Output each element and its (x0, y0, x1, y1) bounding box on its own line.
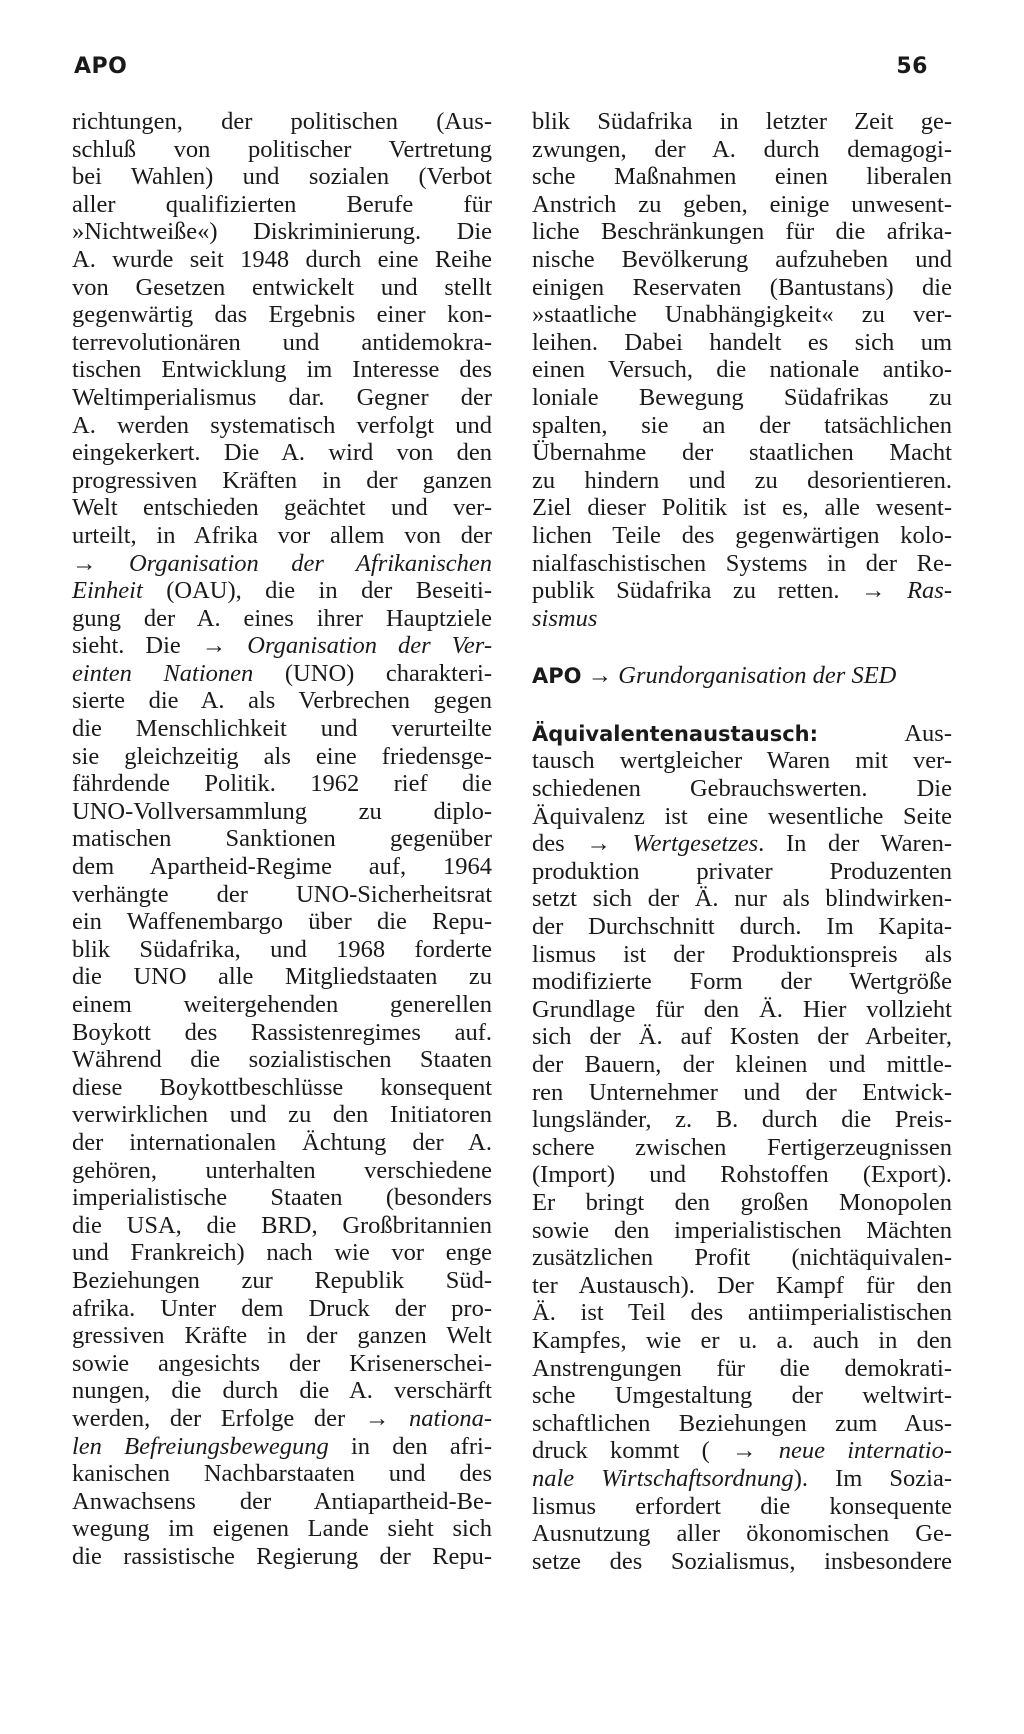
text-line (72, 218, 492, 246)
text-line (532, 1217, 952, 1245)
text-line (532, 858, 952, 886)
text-line (72, 1322, 492, 1350)
text-line (532, 996, 952, 1024)
text-segment: sich der Ä. auf Kosten der Arbeiter, (532, 1023, 952, 1051)
text-segment: schere zwischen Fertigerzeugnissen (532, 1133, 952, 1161)
text-segment: des → (532, 830, 633, 858)
text-line (72, 605, 492, 633)
text-line (72, 577, 492, 605)
text-line (532, 1382, 952, 1410)
cross-reference-link[interactable]: nationa- (408, 1404, 492, 1432)
text-segment: und Frankreich) nach wie vor enge (72, 1239, 492, 1267)
text-segment: einen Versuch, die nationale antiko- (532, 356, 952, 384)
text-line (532, 191, 952, 219)
text-segment: ein Waffenembargo über die Repu- (72, 908, 492, 936)
text-segment: verwirklichen und zu den Initiatoren (72, 1101, 492, 1129)
text-line (72, 1377, 492, 1405)
text-segment: urteilt, in Afrika vor allem von der (72, 521, 492, 549)
text-line (532, 1299, 952, 1327)
left-column (72, 108, 492, 1570)
text-segment: sche Maßnahmen einen liberalen (532, 163, 952, 191)
text-line (72, 1267, 492, 1295)
text-segment: aller qualifizierten Berufe für (72, 190, 492, 218)
text-segment: schluß von politischer Vertretung (72, 135, 492, 163)
text-segment: gressiven Kräfte in der ganzen Welt (72, 1322, 492, 1350)
text-segment: zusätzlichen Profit (nichtäquivalen- (532, 1244, 952, 1272)
text-segment: die USA, die BRD, Großbritannien (72, 1211, 492, 1239)
text-segment: Ziel dieser Politik ist es, alle wesent- (532, 494, 952, 522)
text-line (532, 775, 952, 803)
text-segment: gehören, unterhalten verschiedene (72, 1156, 492, 1184)
text-segment: schaftlichen Beziehungen zum Aus- (532, 1409, 952, 1437)
text-line (72, 1046, 492, 1074)
text-segment: schiedenen Gebrauchswerten. Die (532, 775, 952, 803)
text-line (72, 301, 492, 329)
text-segment: modifizierte Form der Wertgröße (532, 968, 952, 996)
text-segment: zu hindern und zu desorientieren. (532, 466, 952, 494)
text-line (72, 384, 492, 412)
text-segment: zwungen, der A. durch demagogi- (532, 135, 952, 163)
text-segment: nialfaschistischen Systems in der Re- (532, 549, 952, 577)
text-line (72, 439, 492, 467)
text-line (72, 881, 492, 909)
cross-reference-link[interactable]: sismus (532, 604, 598, 632)
text-line (532, 356, 952, 384)
text-segment: setzt sich der Ä. nur als blindwirken- (532, 885, 952, 913)
text-line (532, 1410, 952, 1438)
cross-reference-link[interactable]: neue internatio- (778, 1437, 952, 1465)
text-segment: sie gleichzeitig als eine friedensge- (72, 742, 492, 770)
cross-reference-link[interactable]: Einheit (72, 577, 143, 605)
text-line (72, 1433, 492, 1461)
text-line (72, 108, 492, 136)
text-segment: eingekerkert. Die A. wird von den (72, 439, 492, 467)
text-segment: afrika. Unter dem Druck der pro- (72, 1294, 492, 1322)
text-segment: blik Südafrika, und 1968 forderte (72, 935, 492, 963)
text-line (72, 191, 492, 219)
text-segment: Er bringt den großen Monopolen (532, 1188, 952, 1216)
text-line (72, 1157, 492, 1185)
text-segment: die Menschlichkeit und verurteilte (72, 715, 492, 743)
text-segment: (Import) und Rohstoffen (Export). (532, 1161, 952, 1189)
text-segment: terrevolutionären und antidemokra- (72, 328, 492, 356)
text-segment: sieht. Die → (72, 632, 248, 660)
text-line (532, 885, 952, 913)
text-line (532, 467, 952, 495)
text-segment: Beziehungen zur Republik Süd- (72, 1266, 492, 1294)
apo-reference[interactable]: Grundorganisation der SED (618, 662, 897, 690)
text-segment: tischen Entwicklung im Interesse des (72, 356, 492, 384)
text-line (72, 1129, 492, 1157)
text-segment: Anwachsens der Antiapartheid-Be- (72, 1487, 492, 1515)
text-line (532, 494, 952, 522)
text-line (72, 329, 492, 357)
cross-reference-link[interactable]: Organisation der Ver- (247, 632, 492, 660)
text-line (532, 913, 952, 941)
text-segment: Übernahme der staatlichen Macht (532, 439, 952, 467)
text-line (532, 747, 952, 775)
text-segment: . In der Waren- (758, 830, 952, 858)
text-segment: gung der A. eines ihrer Hauptziele (72, 604, 492, 632)
text-segment: sowie angesichts der Krisenerschei- (72, 1349, 492, 1377)
text-line (72, 412, 492, 440)
text-line (532, 941, 952, 969)
apo-headword: APO (532, 664, 582, 689)
text-line (532, 550, 952, 578)
text-segment: publik Südafrika zu retten. → (532, 577, 908, 605)
text-segment: wegung im eigenen Lande sieht sich (72, 1515, 492, 1543)
text-line (532, 1548, 952, 1576)
text-line (72, 163, 492, 191)
text-segment: A. werden systematisch verfolgt und (72, 411, 492, 439)
text-line (72, 1295, 492, 1323)
text-line (72, 1019, 492, 1047)
text-line (532, 246, 952, 274)
text-line (532, 412, 952, 440)
text-line (72, 743, 492, 771)
text-line (72, 356, 492, 384)
text-line (72, 1460, 492, 1488)
text-line (532, 301, 952, 329)
text-line (72, 274, 492, 302)
text-segment: → (72, 549, 129, 577)
page-number: 56 (896, 54, 928, 79)
text-line (72, 936, 492, 964)
text-segment: sowie den imperialistischen Mächten (532, 1216, 952, 1244)
aequivalent-headword: Äquivalentenaustausch: (532, 721, 818, 746)
text-segment: einigen Reservaten (Bantustans) die (532, 273, 952, 301)
text-segment: der Bauern, der kleinen und mittle- (532, 1051, 952, 1078)
text-line (72, 494, 492, 522)
text-segment: spalten, sie an der tatsächlichen (532, 411, 952, 439)
text-segment: progressiven Kräften in der ganzen (72, 466, 492, 494)
text-line (72, 1184, 492, 1212)
text-line (532, 1134, 952, 1162)
text-line (532, 522, 952, 550)
text-line (72, 963, 492, 991)
text-line (532, 1161, 952, 1189)
text-line (72, 246, 492, 274)
text-segment: (UNO) charakteri- (253, 659, 492, 687)
text-line (532, 1079, 952, 1107)
text-line (72, 1239, 492, 1267)
text-segment: UNO-Vollversammlung zu diplo- (72, 797, 492, 825)
text-line (72, 550, 492, 578)
text-line (532, 274, 952, 302)
text-line (532, 1051, 952, 1079)
text-line (532, 1520, 952, 1548)
text-line (72, 687, 492, 715)
text-line (72, 715, 492, 743)
text-line (72, 522, 492, 550)
text-segment: lungsländer, z. B. durch die Preis- (532, 1106, 952, 1134)
text-segment: von Gesetzen entwickelt und stellt (72, 273, 492, 301)
text-line (532, 108, 952, 136)
text-segment: »Nichtweiße«) Diskriminierung. Die (72, 218, 492, 246)
text-segment: Anstrich zu geben, einige unwesent- (532, 190, 952, 218)
cross-reference-link[interactable]: nale Wirtschaftsordnung (532, 1464, 794, 1492)
cross-reference-link[interactable]: Organisation der Afrikanischen (128, 549, 492, 577)
text-line (72, 1543, 492, 1571)
text-segment: sche Umgestaltung der weltwirt- (532, 1382, 952, 1410)
text-line (532, 577, 952, 605)
text-segment: A. wurde seit 1948 durch eine Reihe (72, 245, 492, 273)
text-segment: lichen Teile des gegenwärtigen kolo- (532, 521, 952, 549)
text-segment: Während die sozialistischen Staaten (72, 1046, 492, 1074)
text-segment: richtungen, der politischen (Aus- (72, 108, 492, 135)
text-line (72, 1101, 492, 1129)
text-line (532, 439, 952, 467)
text-segment: leihen. Dabei handelt es sich um (532, 328, 952, 356)
text-segment: kanischen Nachbarstaaten und des (72, 1460, 492, 1488)
text-line (532, 830, 952, 858)
text-line (532, 1465, 952, 1493)
text-line (72, 1488, 492, 1516)
text-segment: blik Südafrika in letzter Zeit ge- (532, 108, 952, 135)
text-line (72, 991, 492, 1019)
text-segment: nungen, die durch die A. verschärft (72, 1377, 492, 1405)
text-line (532, 1189, 952, 1217)
text-line (532, 1244, 952, 1272)
text-segment: fährdende Politik. 1962 rief die (72, 770, 492, 798)
text-segment: Äquivalenz ist eine wesentliche Seite (532, 802, 952, 830)
text-segment: Boykott des Rassistenregimes auf. (72, 1018, 492, 1046)
text-segment: gegenwärtig das Ergebnis einer kon- (72, 301, 492, 329)
text-segment: der Durchschnitt durch. Im Kapita- (532, 913, 952, 941)
text-line (532, 1023, 952, 1051)
text-segment: Grundlage für den Ä. Hier vollzieht (532, 995, 952, 1023)
text-line (532, 218, 952, 246)
text-line (532, 136, 952, 164)
aequivalent-entry-body (532, 747, 952, 1575)
text-line (72, 1405, 492, 1433)
text-line (532, 1272, 952, 1300)
text-line (532, 968, 952, 996)
cross-reference-link[interactable]: Ras- (907, 577, 952, 605)
text-segment: dem Apartheid-Regime auf, 1964 (72, 853, 492, 881)
right-column (532, 108, 952, 1575)
text-segment: Welt entschieden geächtet und ver- (72, 494, 492, 522)
text-segment: »staatliche Unabhängigkeit« zu ver- (532, 301, 952, 329)
text-segment: in den afri- (328, 1432, 492, 1460)
cross-reference-arrow: → (581, 662, 619, 690)
cross-reference-link[interactable]: Wertgesetzes (632, 830, 759, 858)
text-segment: produktion privater Produzenten (532, 857, 952, 885)
text-line (72, 825, 492, 853)
text-line (532, 1493, 952, 1521)
text-line (72, 632, 492, 660)
text-line (532, 163, 952, 191)
text-segment: Kampfes, wie er u. a. auch in den (532, 1326, 952, 1354)
text-segment: liche Beschränkungen für die afrika- (532, 218, 952, 246)
text-line (72, 908, 492, 936)
text-line (532, 1327, 952, 1355)
text-segment: tausch wertgleicher Waren mit ver- (532, 747, 952, 775)
text-segment: imperialistische Staaten (besonders (72, 1184, 492, 1212)
text-segment: lismus erfordert die konsequente (532, 1492, 952, 1520)
text-segment: diese Boykottbeschlüsse konsequent (72, 1073, 492, 1101)
text-segment: bei Wahlen) und sozialen (Verbot (72, 163, 492, 191)
text-line (532, 803, 952, 831)
text-segment: Weltimperialismus dar. Gegner der (72, 383, 492, 411)
text-segment: druck kommt ( → (532, 1437, 779, 1465)
text-line (532, 384, 952, 412)
text-segment: sierte die A. als Verbrechen gegen (72, 687, 492, 715)
text-segment: loniale Bewegung Südafrikas zu (532, 383, 952, 411)
apo-entry (532, 662, 952, 690)
text-line (532, 1355, 952, 1383)
text-line (72, 1074, 492, 1102)
text-segment: die rassistische Regierung der Repu- (72, 1542, 492, 1570)
text-line (532, 1106, 952, 1134)
text-line (72, 798, 492, 826)
text-line (72, 1350, 492, 1378)
text-line (72, 136, 492, 164)
text-segment: werden, der Erfolge der → (72, 1404, 409, 1432)
text-segment: Ä. ist Teil des antiimperialistischen (532, 1299, 952, 1327)
text-line (72, 1212, 492, 1240)
text-segment: nische Bevölkerung aufzuheben und (532, 245, 952, 273)
text-line (72, 1515, 492, 1543)
text-line (532, 605, 952, 633)
text-segment: ). Im Sozia- (793, 1464, 952, 1492)
running-head-left: APO (74, 54, 128, 79)
text-line (72, 467, 492, 495)
text-segment: die UNO alle Mitgliedstaaten zu (72, 963, 492, 991)
text-segment: matischen Sanktionen gegenüber (72, 825, 492, 853)
text-segment: ren Unternehmer und der Entwick- (532, 1078, 952, 1106)
text-segment: Ausnutzung aller ökonomischen Ge- (532, 1520, 952, 1548)
text-segment: lismus ist der Produktionspreis als (532, 940, 952, 968)
text-segment: (OAU), die in der Beseiti- (142, 577, 492, 605)
apartheid-entry-continuation (532, 108, 952, 632)
cross-reference-link[interactable]: len Befreiungsbewegung (72, 1432, 329, 1460)
text-line (532, 1437, 952, 1465)
cross-reference-link[interactable]: einten Nationen (72, 659, 254, 687)
text-line (72, 770, 492, 798)
text-segment: einem weitergehenden generellen (72, 991, 492, 1018)
text-segment: ter Austausch). Der Kampf für den (532, 1271, 952, 1299)
text-segment: der internationalen Ächtung der A. (72, 1128, 492, 1156)
text-line (72, 853, 492, 881)
aequivalent-first-line-tail: Aus- (904, 719, 952, 747)
text-segment: setze des Sozialismus, insbesondere (532, 1547, 952, 1575)
text-segment: Anstrengungen für die demokrati- (532, 1354, 952, 1382)
text-segment: verhängte der UNO-Sicherheitsrat (72, 880, 492, 908)
text-line (532, 329, 952, 357)
aequivalent-entry-first-line (532, 720, 952, 748)
text-line (72, 660, 492, 688)
